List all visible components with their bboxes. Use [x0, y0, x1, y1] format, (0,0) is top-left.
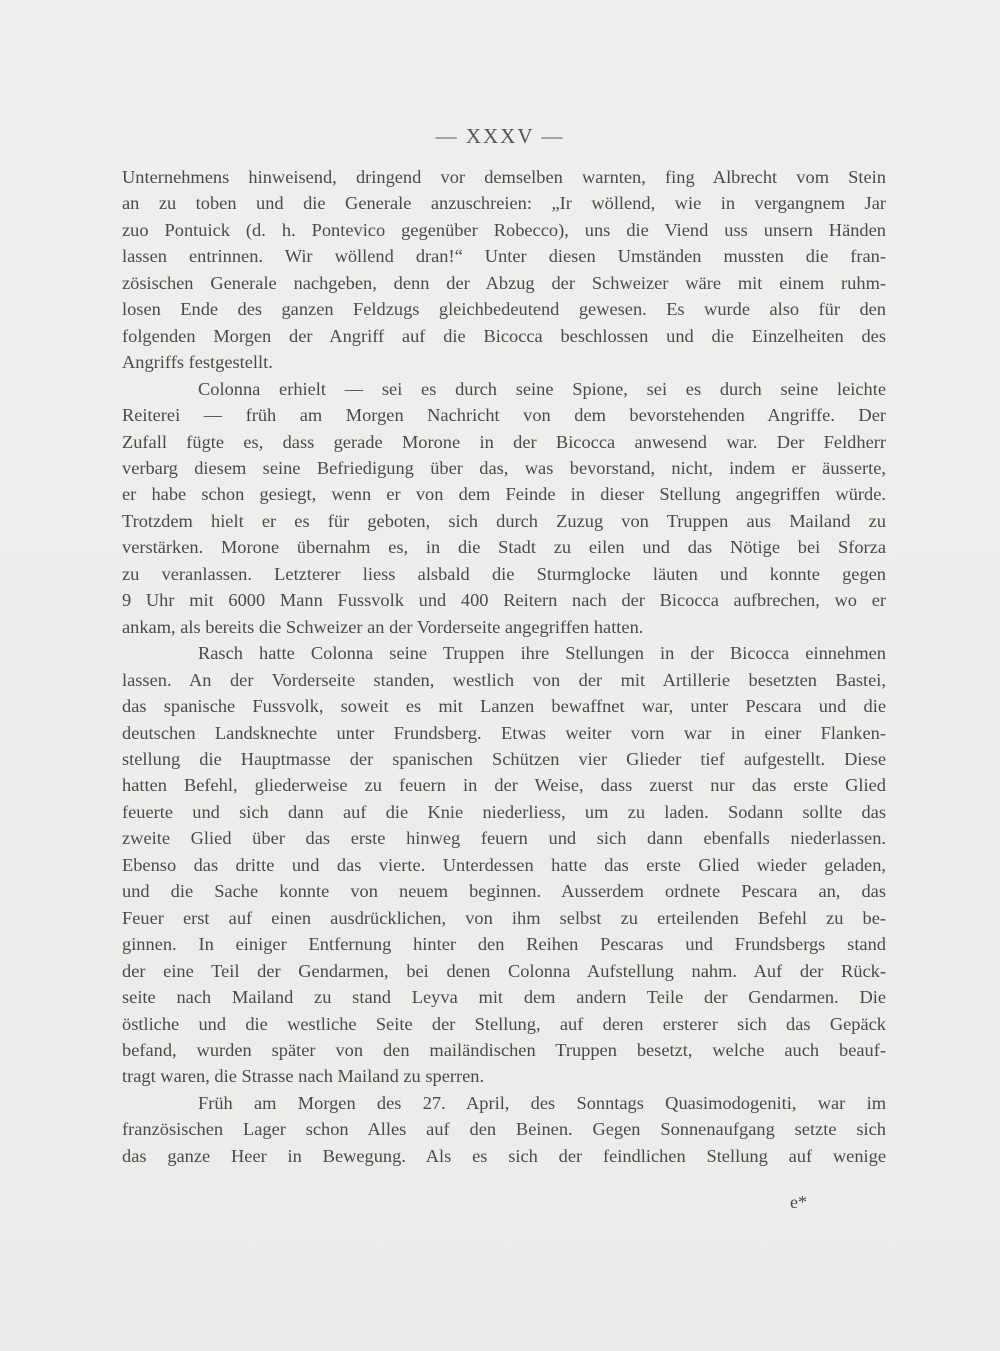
text-line: deutschen Landsknechte unter Frundsberg. Etwas weiter vorn war in einer Flanken-	[122, 722, 886, 743]
paragraph	[122, 164, 886, 376]
text-line: das ganze Heer in Bewegung. Als es sich der feindlichen Stellung auf wenige	[122, 1145, 886, 1166]
text-line: seite nach Mailand zu stand Leyva mit dem andern Teile der Gendarmen. Die	[122, 987, 886, 1008]
text-line: Unternehmens hinweisend, dringend vor demselben warnten, fing Albrecht vom Stein	[122, 167, 886, 187]
text-line: Ebenso das dritte und das vierte. Unterdessen hatte das erste Glied wieder geladen,	[122, 854, 886, 875]
paragraph	[122, 376, 886, 641]
text-line: Colonna erhielt — sei es durch seine Spione, sei es durch seine leichte	[198, 378, 886, 399]
text-line: Trotzdem hielt er es für geboten, sich durch Zuzug von Truppen aus Mailand zu	[122, 510, 886, 531]
text-line: hatten Befehl, gliederweise zu feuern in der Weise, dass zuerst nur das erste Glied	[122, 775, 886, 796]
text-line: Rasch hatte Colonna seine Truppen ihre Stellungen in der Bicocca einnehmen	[198, 643, 886, 664]
text-line: zösischen Generale nachgeben, denn der Abzug der Schweizer wäre mit einem ruhm-	[122, 272, 886, 293]
text-line: tragt waren, die Strasse nach Mailand zu sperren.	[122, 1066, 485, 1087]
paragraph	[122, 640, 886, 1090]
text-line: zu veranlassen. Letzterer liess alsbald die Sturmglocke läuten und konnte gegen	[122, 563, 886, 584]
text-line: er habe schon gesiegt, wenn er von dem Feinde in dieser Stellung angegriffen würde.	[122, 484, 886, 505]
text-line: verstärken. Morone übernahm es, in die Stadt zu eilen und das Nötige bei Sforza	[122, 537, 886, 558]
text-line: Feuer erst auf einen ausdrücklichen, von ihm selbst zu erteilenden Befehl zu be-	[122, 907, 886, 928]
text-line: und die Sache konnte von neuem beginnen. Ausserdem ordnete Pescara an, das	[122, 881, 886, 902]
printer-signature-mark: e*	[790, 1192, 807, 1212]
body-text	[122, 164, 886, 1169]
text-line: lassen entrinnen. Wir wöllend dran!“ Unter diesen Umständen mussten die fran-	[122, 246, 886, 267]
text-line: französischen Lager schon Alles auf den Beinen. Gegen Sonnenaufgang setzte sich	[122, 1119, 886, 1140]
text-line: lassen. An der Vorderseite standen, westlich von der mit Artillerie besetzten Bastei,	[122, 669, 886, 690]
text-line: Angriffs festgestellt.	[122, 352, 273, 373]
text-line: 9 Uhr mit 6000 Mann Fussvolk und 400 Reitern nach der Bicocca aufbrechen, wo er	[122, 590, 886, 611]
text-line: östliche und die westliche Seite der Stellung, auf deren ersterer sich das Gepäck	[122, 1013, 886, 1034]
running-head-page-number: — XXXV —	[435, 124, 565, 148]
text-line: zweite Glied über das erste hinweg feuern und sich dann ebenfalls niederlassen.	[122, 828, 886, 849]
text-line: das spanische Fussvolk, soweit es mit Lanzen bewaffnet war, unter Pescara und die	[122, 696, 886, 717]
text-line: der eine Teil der Gendarmen, bei denen Colonna Aufstellung nahm. Auf der Rück-	[122, 960, 886, 981]
text-line: ankam, als bereits die Schweizer an der Vorderseite angegriffen hatten.	[122, 616, 644, 637]
text-line: folgenden Morgen der Angriff auf die Bicocca beschlossen und die Einzelheiten des	[122, 325, 886, 346]
text-line: zuo Pontuick (d. h. Pontevico gegenüber Robecco), uns die Viend uss unsern Händen	[122, 219, 886, 240]
text-line: Früh am Morgen des 27. April, des Sonntags Quasimodogeniti, war im	[198, 1092, 886, 1113]
text-line: Reiterei — früh am Morgen Nachricht von dem bevorstehenden Angriffe. Der	[122, 405, 886, 426]
paragraph	[122, 1090, 886, 1169]
text-line: feuerte und sich dann auf die Knie niederliess, um zu laden. Sodann sollte das	[122, 801, 886, 822]
text-line: stellung die Hauptmasse der spanischen Schützen vier Glieder tief aufgestellt. Diese	[122, 748, 886, 769]
text-line: losen Ende des ganzen Feldzugs gleichbedeutend gewesen. Es wurde also für den	[122, 299, 886, 320]
text-line: verbarg diesem seine Befriedigung über das, was bevorstand, nicht, indem er äusserte,	[122, 457, 886, 478]
text-line: Zufall fügte es, dass gerade Morone in der Bicocca anwesend war. Der Feldherr	[122, 431, 886, 452]
text-line: an zu toben und die Generale anzuschreien: „Ir wöllend, wie in vergangnem Jar	[122, 193, 886, 214]
text-line: befand, wurden später von den mailändischen Truppen besetzt, welche auch beauf-	[122, 1039, 886, 1060]
text-line: ginnen. In einiger Entfernung hinter den Reihen Pescaras und Frundsbergs stand	[122, 934, 886, 955]
